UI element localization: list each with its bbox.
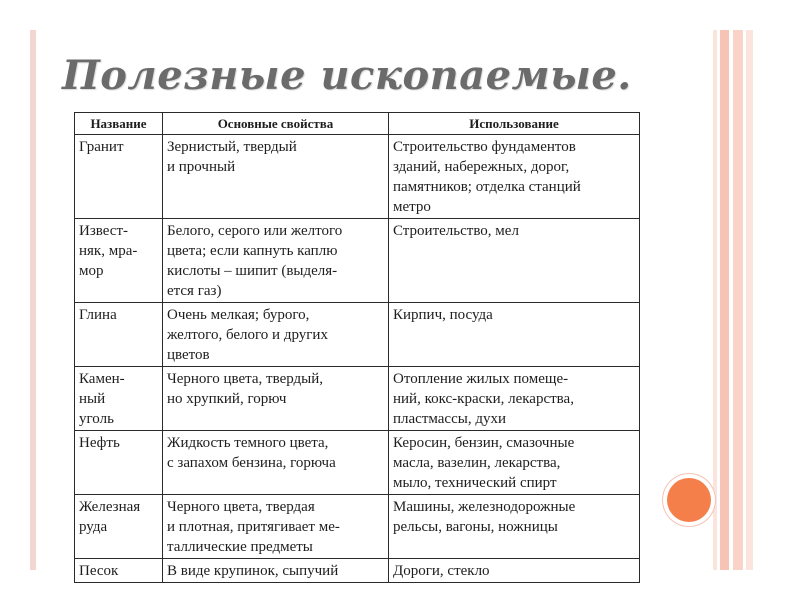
table-row bbox=[75, 219, 640, 303]
cell-properties bbox=[163, 559, 389, 583]
cell-name bbox=[75, 135, 163, 219]
cell-line: мор bbox=[79, 263, 104, 279]
cell-line: Нефть bbox=[79, 435, 120, 451]
cell-name bbox=[75, 367, 163, 431]
cell-usage bbox=[389, 431, 640, 495]
table-row bbox=[75, 495, 640, 559]
cell-name bbox=[75, 431, 163, 495]
cell-line: метро bbox=[393, 199, 431, 215]
table-row bbox=[75, 135, 640, 219]
cell-properties bbox=[163, 495, 389, 559]
cell-usage bbox=[389, 303, 640, 367]
table-row bbox=[75, 367, 640, 431]
right-decorative-stripes bbox=[713, 30, 753, 570]
cell-line: Извест- bbox=[79, 223, 128, 239]
header-properties: Основные свойства bbox=[163, 113, 389, 135]
cell-properties bbox=[163, 431, 389, 495]
cell-line: ный bbox=[79, 391, 106, 407]
cell-line: рельсы, вагоны, ножницы bbox=[393, 519, 558, 535]
cell-line: Глина bbox=[79, 307, 117, 323]
cell-line: Железная bbox=[79, 499, 141, 515]
cell-line: цвета; если капнуть каплю bbox=[167, 243, 338, 259]
cell-line: Строительство фундаментов bbox=[393, 139, 576, 155]
table-row bbox=[75, 559, 640, 583]
cell-line: Черного цвета, твердый, bbox=[167, 371, 324, 387]
header-usage: Использование bbox=[389, 113, 640, 135]
cell-line: Кирпич, посуда bbox=[393, 307, 493, 323]
cell-usage bbox=[389, 219, 640, 303]
cell-line: масла, вазелин, лекарства, bbox=[393, 455, 561, 471]
cell-line: с запахом бензина, горюча bbox=[167, 455, 336, 471]
slide-title: Полезные ископаемые. bbox=[62, 52, 632, 99]
table-row bbox=[75, 431, 640, 495]
cell-line: Отопление жилых помеще- bbox=[393, 371, 569, 387]
table-row bbox=[75, 303, 640, 367]
cell-line: но хрупкий, горюч bbox=[167, 391, 287, 407]
cell-line: и прочный bbox=[167, 159, 236, 175]
cell-line: Жидкость темного цвета, bbox=[167, 435, 329, 451]
cell-line: Дороги, стекло bbox=[393, 563, 490, 579]
cell-usage bbox=[389, 495, 640, 559]
minerals-table bbox=[74, 112, 640, 583]
cell-line: кислоты – шипит (выделя- bbox=[167, 263, 338, 279]
cell-usage bbox=[389, 559, 640, 583]
cell-name bbox=[75, 559, 163, 583]
cell-line: таллические предметы bbox=[167, 539, 313, 555]
cell-line: Машины, железнодорожные bbox=[393, 499, 576, 515]
cell-line: Зернистый, твердый bbox=[167, 139, 297, 155]
cell-line: мыло, технический спирт bbox=[393, 475, 557, 491]
cell-properties bbox=[163, 303, 389, 367]
cell-line: памятников; отделка станций bbox=[393, 179, 581, 195]
cell-line: Очень мелкая; бурого, bbox=[167, 307, 310, 323]
cell-line: Керосин, бензин, смазочные bbox=[393, 435, 575, 451]
cell-line: желтого, белого и других bbox=[167, 327, 328, 343]
cell-line: и плотная, притягивает ме- bbox=[167, 519, 340, 535]
table-header-row bbox=[75, 113, 640, 135]
cell-line: Черного цвета, твердая bbox=[167, 499, 315, 515]
header-name: Название bbox=[75, 113, 163, 135]
cell-properties bbox=[163, 219, 389, 303]
cell-line: Гранит bbox=[79, 139, 124, 155]
cell-properties bbox=[163, 367, 389, 431]
cell-line: Строительство, мел bbox=[393, 223, 519, 239]
cell-line: цветов bbox=[167, 347, 210, 363]
cell-line: руда bbox=[79, 519, 108, 535]
cell-line: Белого, серого или желтого bbox=[167, 223, 343, 239]
cell-line: Песок bbox=[79, 563, 119, 579]
cell-line: няк, мра- bbox=[79, 243, 138, 259]
cell-name bbox=[75, 219, 163, 303]
cell-line: уголь bbox=[79, 411, 114, 427]
cell-usage bbox=[389, 367, 640, 431]
cell-line: ется газ) bbox=[167, 283, 222, 299]
cell-usage bbox=[389, 135, 640, 219]
cell-line: ний, кокс-краски, лекарства, bbox=[393, 391, 574, 407]
orange-circle-decoration bbox=[667, 478, 711, 522]
cell-line: зданий, набережных, дорог, bbox=[393, 159, 570, 175]
cell-properties bbox=[163, 135, 389, 219]
left-frame-line bbox=[30, 30, 36, 570]
cell-line: Камен- bbox=[79, 371, 125, 387]
cell-line: пластмассы, духи bbox=[393, 411, 506, 427]
cell-name bbox=[75, 303, 163, 367]
cell-name bbox=[75, 495, 163, 559]
cell-line: В виде крупинок, сыпучий bbox=[167, 563, 339, 579]
